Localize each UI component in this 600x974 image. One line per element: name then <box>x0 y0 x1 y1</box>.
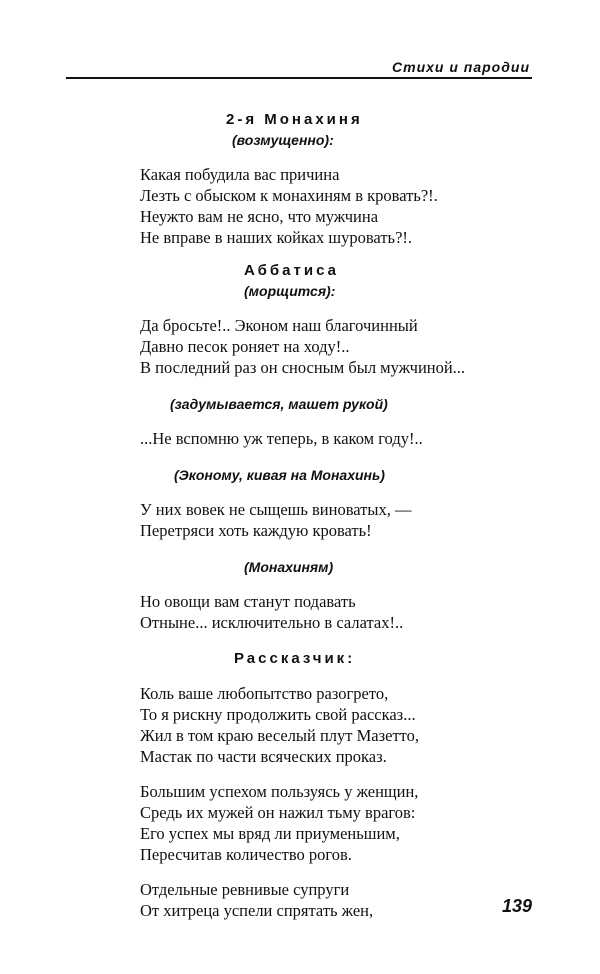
stage-direction: (задумывается, машет рукой) <box>170 396 388 412</box>
verse-line: Средь их мужей он нажил тьму врагов: <box>140 803 416 822</box>
page-number: 139 <box>501 896 532 916</box>
verse-line: Отныне... исключительно в салатах!.. <box>140 613 404 632</box>
running-head: Стихи и пародии <box>392 59 530 75</box>
verse-line: Перетряси хоть каждую кровать! <box>140 521 372 540</box>
stanza <box>140 879 520 921</box>
verse-line: Мастак по части всяческих проказ. <box>140 747 387 766</box>
stage-direction: (морщится): <box>244 283 336 299</box>
verse-line: Какая побудила вас причина <box>140 165 340 184</box>
poem-body <box>140 110 520 921</box>
header-rule <box>66 77 532 79</box>
stanza <box>140 781 520 865</box>
verse-line: Но овощи вам станут подавать <box>140 592 356 611</box>
stage-direction: (Эконому, кивая на Монахинь) <box>174 467 385 483</box>
verse-line: От хитреца успели спрятать жен, <box>140 901 374 920</box>
stage-direction: (Монахиням) <box>244 559 334 575</box>
verse-line: Отдельные ревнивые супруги <box>140 880 350 899</box>
verse-line: Жил в том краю веселый плут Мазетто, <box>140 726 420 745</box>
stanza <box>140 315 520 378</box>
verse-line: Да бросьте!.. Эконом наш благочинный <box>140 316 418 335</box>
speaker-narrator: Рассказчик: <box>234 650 356 667</box>
verse-line: В последний раз он сносным был мужчиной... <box>140 358 466 377</box>
verse-line: Коль ваше любопытство разогрето, <box>140 684 389 703</box>
speaker-nun: 2-я Монахиня <box>226 111 363 128</box>
stage-direction: (возмущенно): <box>232 132 334 148</box>
verse-line: Большим успехом пользуясь у женщин, <box>140 782 419 801</box>
stanza <box>140 164 520 248</box>
stanza <box>140 428 520 449</box>
verse-line: Лезть с обыском к монахиням в кровать?!. <box>140 186 438 205</box>
stanza <box>140 683 520 767</box>
verse-line: Давно песок роняет на ходу!.. <box>140 337 350 356</box>
verse-line: ...Не вспомню уж теперь, в каком году!.. <box>140 429 423 448</box>
verse-line: Неужто вам не ясно, что мужчина <box>140 207 379 226</box>
stanza <box>140 499 520 541</box>
verse-line: У них вовек не сыщешь виноватых, — <box>140 500 412 519</box>
stanza <box>140 591 520 633</box>
speaker-abbess: Аббатиса <box>244 262 339 279</box>
verse-line: Его успех мы вряд ли приуменьшим, <box>140 824 400 843</box>
verse-line: Пересчитав количество рогов. <box>140 845 352 864</box>
verse-line: Не вправе в наших койках шуровать?!. <box>140 228 413 247</box>
verse-line: То я рискну продолжить свой рассказ... <box>140 705 416 724</box>
